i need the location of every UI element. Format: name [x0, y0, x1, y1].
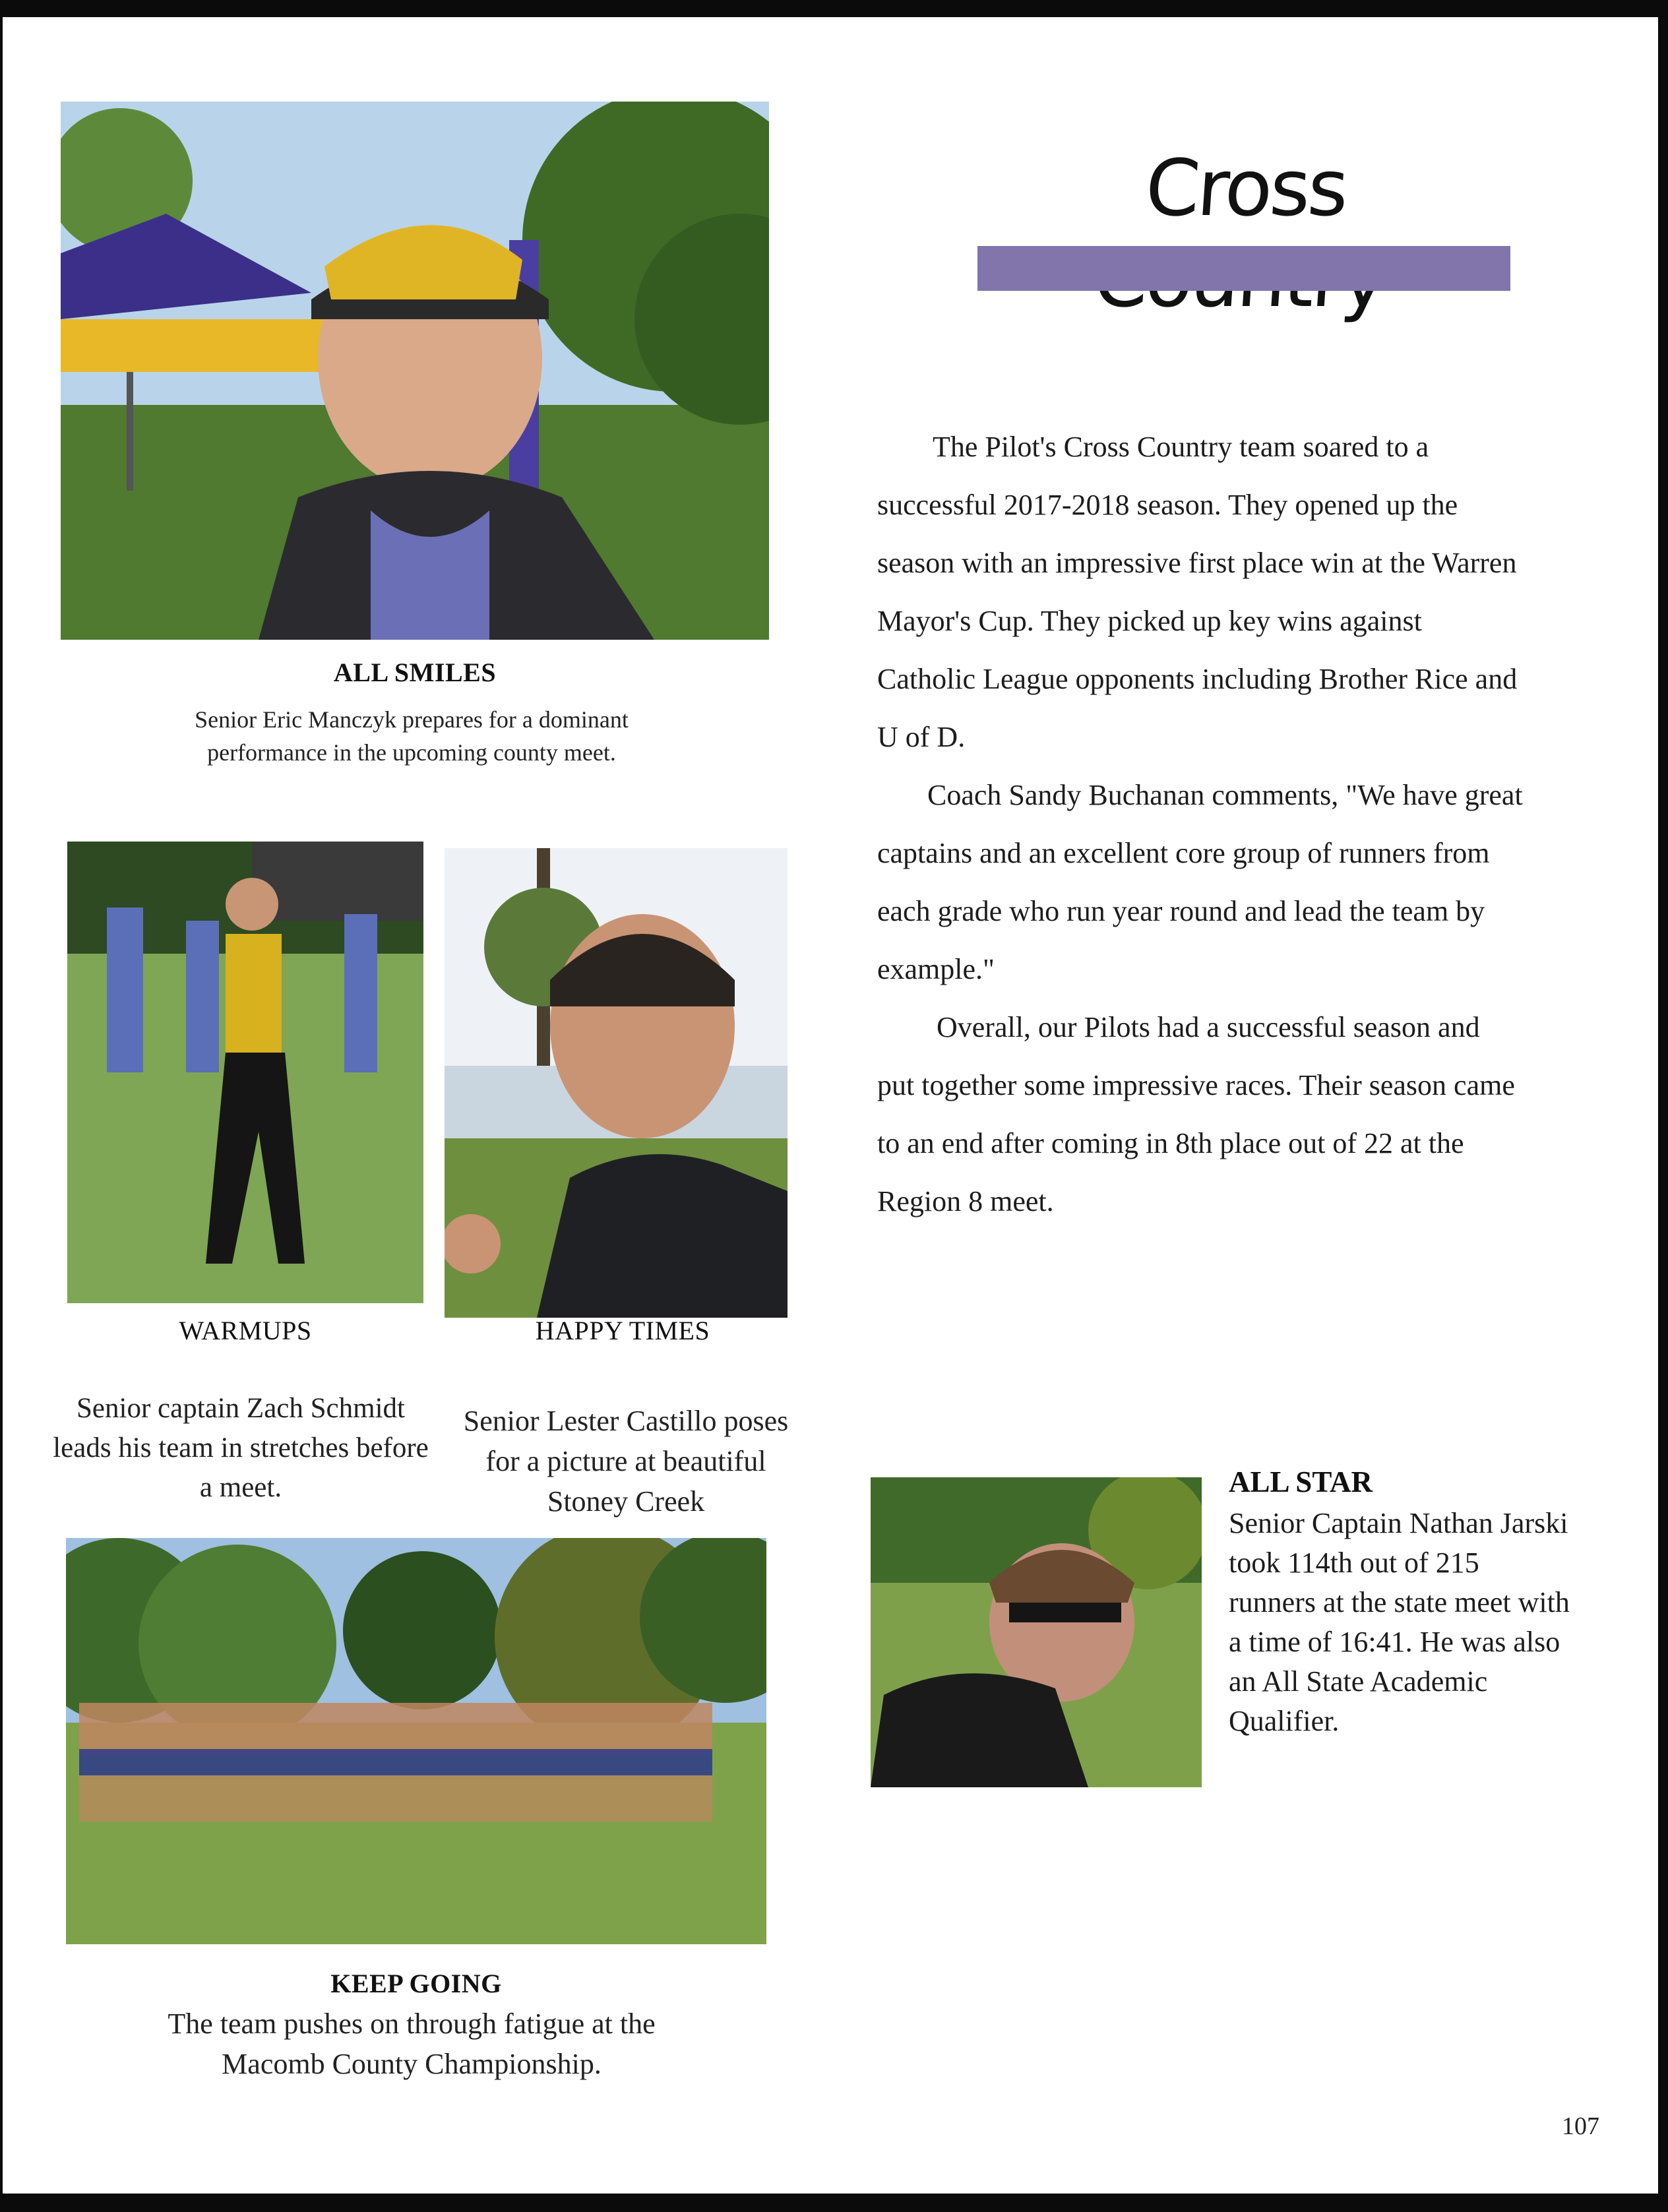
caption-body-all-star: Senior Captain Nathan Jarski took 114th out of 215 runners at the state meet with a time of 16:41. He was also an All State Academic Qualifier.	[1229, 1507, 1570, 1737]
caption-title-all-star: ALL STAR	[1229, 1465, 1373, 1498]
caption-body-happy-times: Senior Lester Castillo poses for a picture at beautiful Stoney Creek	[463, 1405, 789, 1518]
story-paragraph: The Pilot's Cross Country team soared to a successful 2017-2018 season. They opened up the season with an impressive first place win at the Warren Mayor's Cup. They picked up key wins against Catholic League opponents including Brother Rice and U of D.	[877, 431, 1518, 753]
caption-body-warmups: Senior captain Zach Schmidt leads his team in stretches before a meet.	[53, 1393, 429, 1503]
caption-title-happy-times: HAPPY TIMES	[535, 1316, 710, 1345]
photo-all-star	[871, 1477, 1202, 1787]
page-number: 107	[1562, 2112, 1599, 2140]
caption-body-keep-going: The team pushes on through fatigue at the Macomb County Championship.	[168, 2008, 656, 2080]
photo-happy-times	[445, 848, 788, 1318]
photo-warmups	[67, 842, 423, 1303]
story-paragraph: Overall, our Pilots had a successful season and put together some impressive races. Their season came to an end after coming in 8th place out of 22 at the Region 8 meet.	[877, 1011, 1515, 1217]
page-title: Cross	[1142, 142, 1349, 233]
story-paragraph: Coach Sandy Buchanan comments, "We have great captains and an excellent core group of runners from each grade who run year round and lead the team by example."	[877, 779, 1523, 985]
caption-title-keep-going: KEEP GOING	[330, 1969, 502, 1998]
story-text	[877, 418, 1524, 1231]
photo-keep-going	[66, 1538, 766, 1944]
photo-all-smiles	[61, 102, 769, 640]
title-accent-bar	[977, 246, 1510, 291]
caption-title-warmups: WARMUPS	[179, 1316, 312, 1345]
caption-body-all-smiles: Senior Eric Manczyk prepares for a dominant performance in the upcoming county meet.	[195, 706, 629, 766]
caption-title-all-smiles: ALL SMILES	[333, 658, 497, 687]
yearbook-page	[3, 17, 1658, 2194]
